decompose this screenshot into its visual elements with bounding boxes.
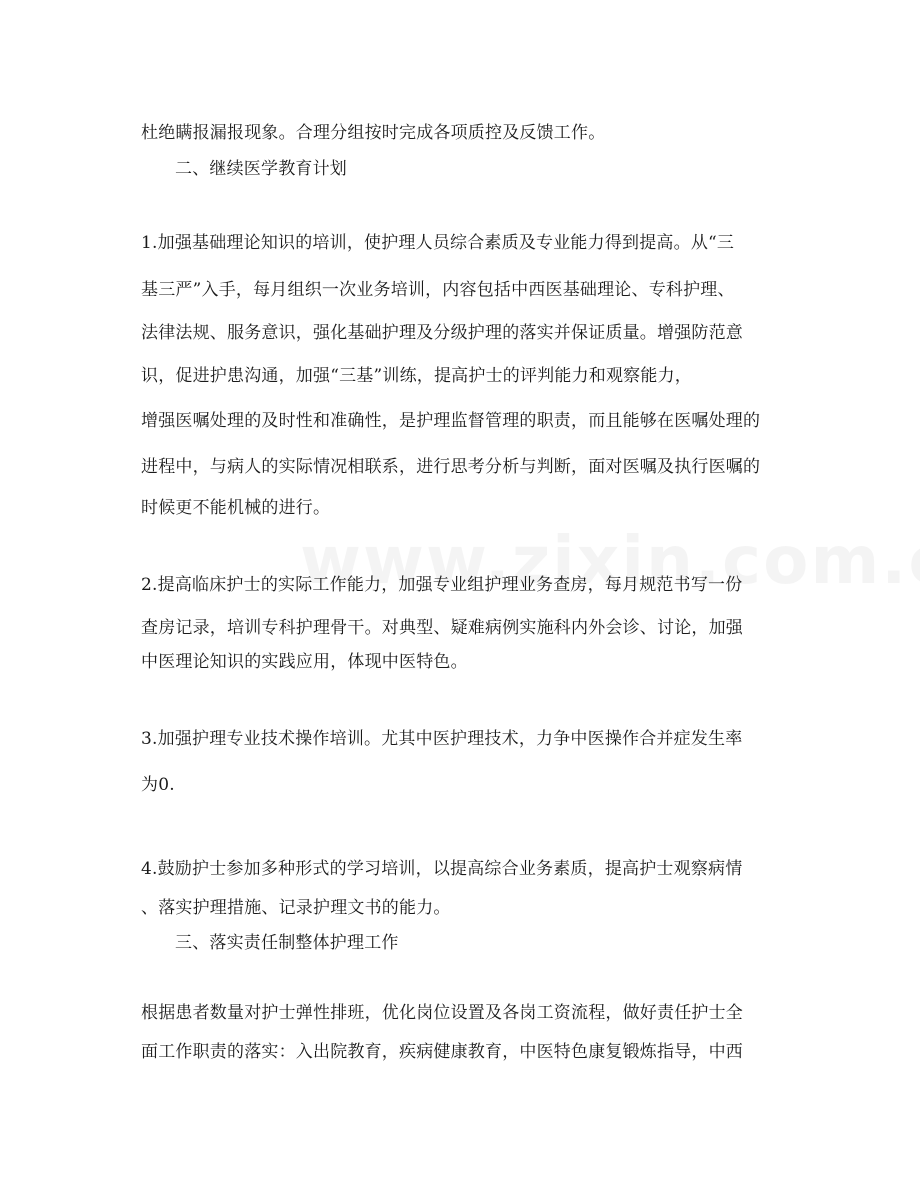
text-line-10: 2.提高临床护士的实际工作能力，加强专业组护理业务查房，每月规范书写一份 (141, 575, 743, 595)
text-line-19: 面工作职责的落实：入出院教育，疾病健康教育，中医特色康复锻炼指导，中西 (141, 1042, 743, 1062)
text-line-9: 时候更不能机械的进行。 (141, 498, 331, 518)
text-line-18: 根据患者数量对护士弹性排班，优化岗位设置及各岗工资流程，做好责任护士全 (141, 1003, 743, 1023)
section-heading-3: 三、落实责任制整体护理工作 (175, 933, 399, 953)
text-line-14: 为0. (141, 775, 175, 795)
text-line-13: 3.加强护理专业技术操作培训。尤其中医护理技术，力争中医操作合并症发生率 (141, 729, 743, 749)
section-heading-2: 二、继续医学教育计划 (175, 159, 347, 179)
text-line-12: 中医理论知识的实践应用，体现中医特色。 (141, 652, 468, 672)
text-line-3: 1.加强基础理论知识的培训，使护理人员综合素质及专业能力得到提高。从“三 (141, 233, 735, 253)
text-line-11: 查房记录，培训专科护理骨干。对典型、疑难病例实施科内外会诊、讨论，加强 (141, 618, 743, 638)
text-line-1: 杜绝瞒报漏报现象。合理分组按时完成各项质控及反馈工作。 (141, 123, 606, 143)
text-line-6: 识，促进护患沟通，加强“三基”训练，提高护士的评判能力和观察能力， (141, 366, 692, 386)
text-line-7: 增强医嘱处理的及时性和准确性，是护理监督管理的职责，而且能够在医嘱处理的 (141, 411, 761, 431)
text-line-8: 进程中，与病人的实际情况相联系，进行思考分析与判断，面对医嘱及执行医嘱的 (141, 457, 761, 477)
text-line-16: 、落实护理措施、记录护理文书的能力。 (141, 898, 451, 918)
text-line-15: 4.鼓励护士参加多种形式的学习培训，以提高综合业务素质，提高护士观察病情 (141, 859, 743, 879)
text-line-5: 法律法规、服务意识，强化基础护理及分级护理的落实并保证质量。增强防范意 (141, 323, 743, 343)
text-line-4: 基三严”入手，每月组织一次业务培训，内容包括中西医基础理论、专科护理、 (141, 280, 735, 300)
